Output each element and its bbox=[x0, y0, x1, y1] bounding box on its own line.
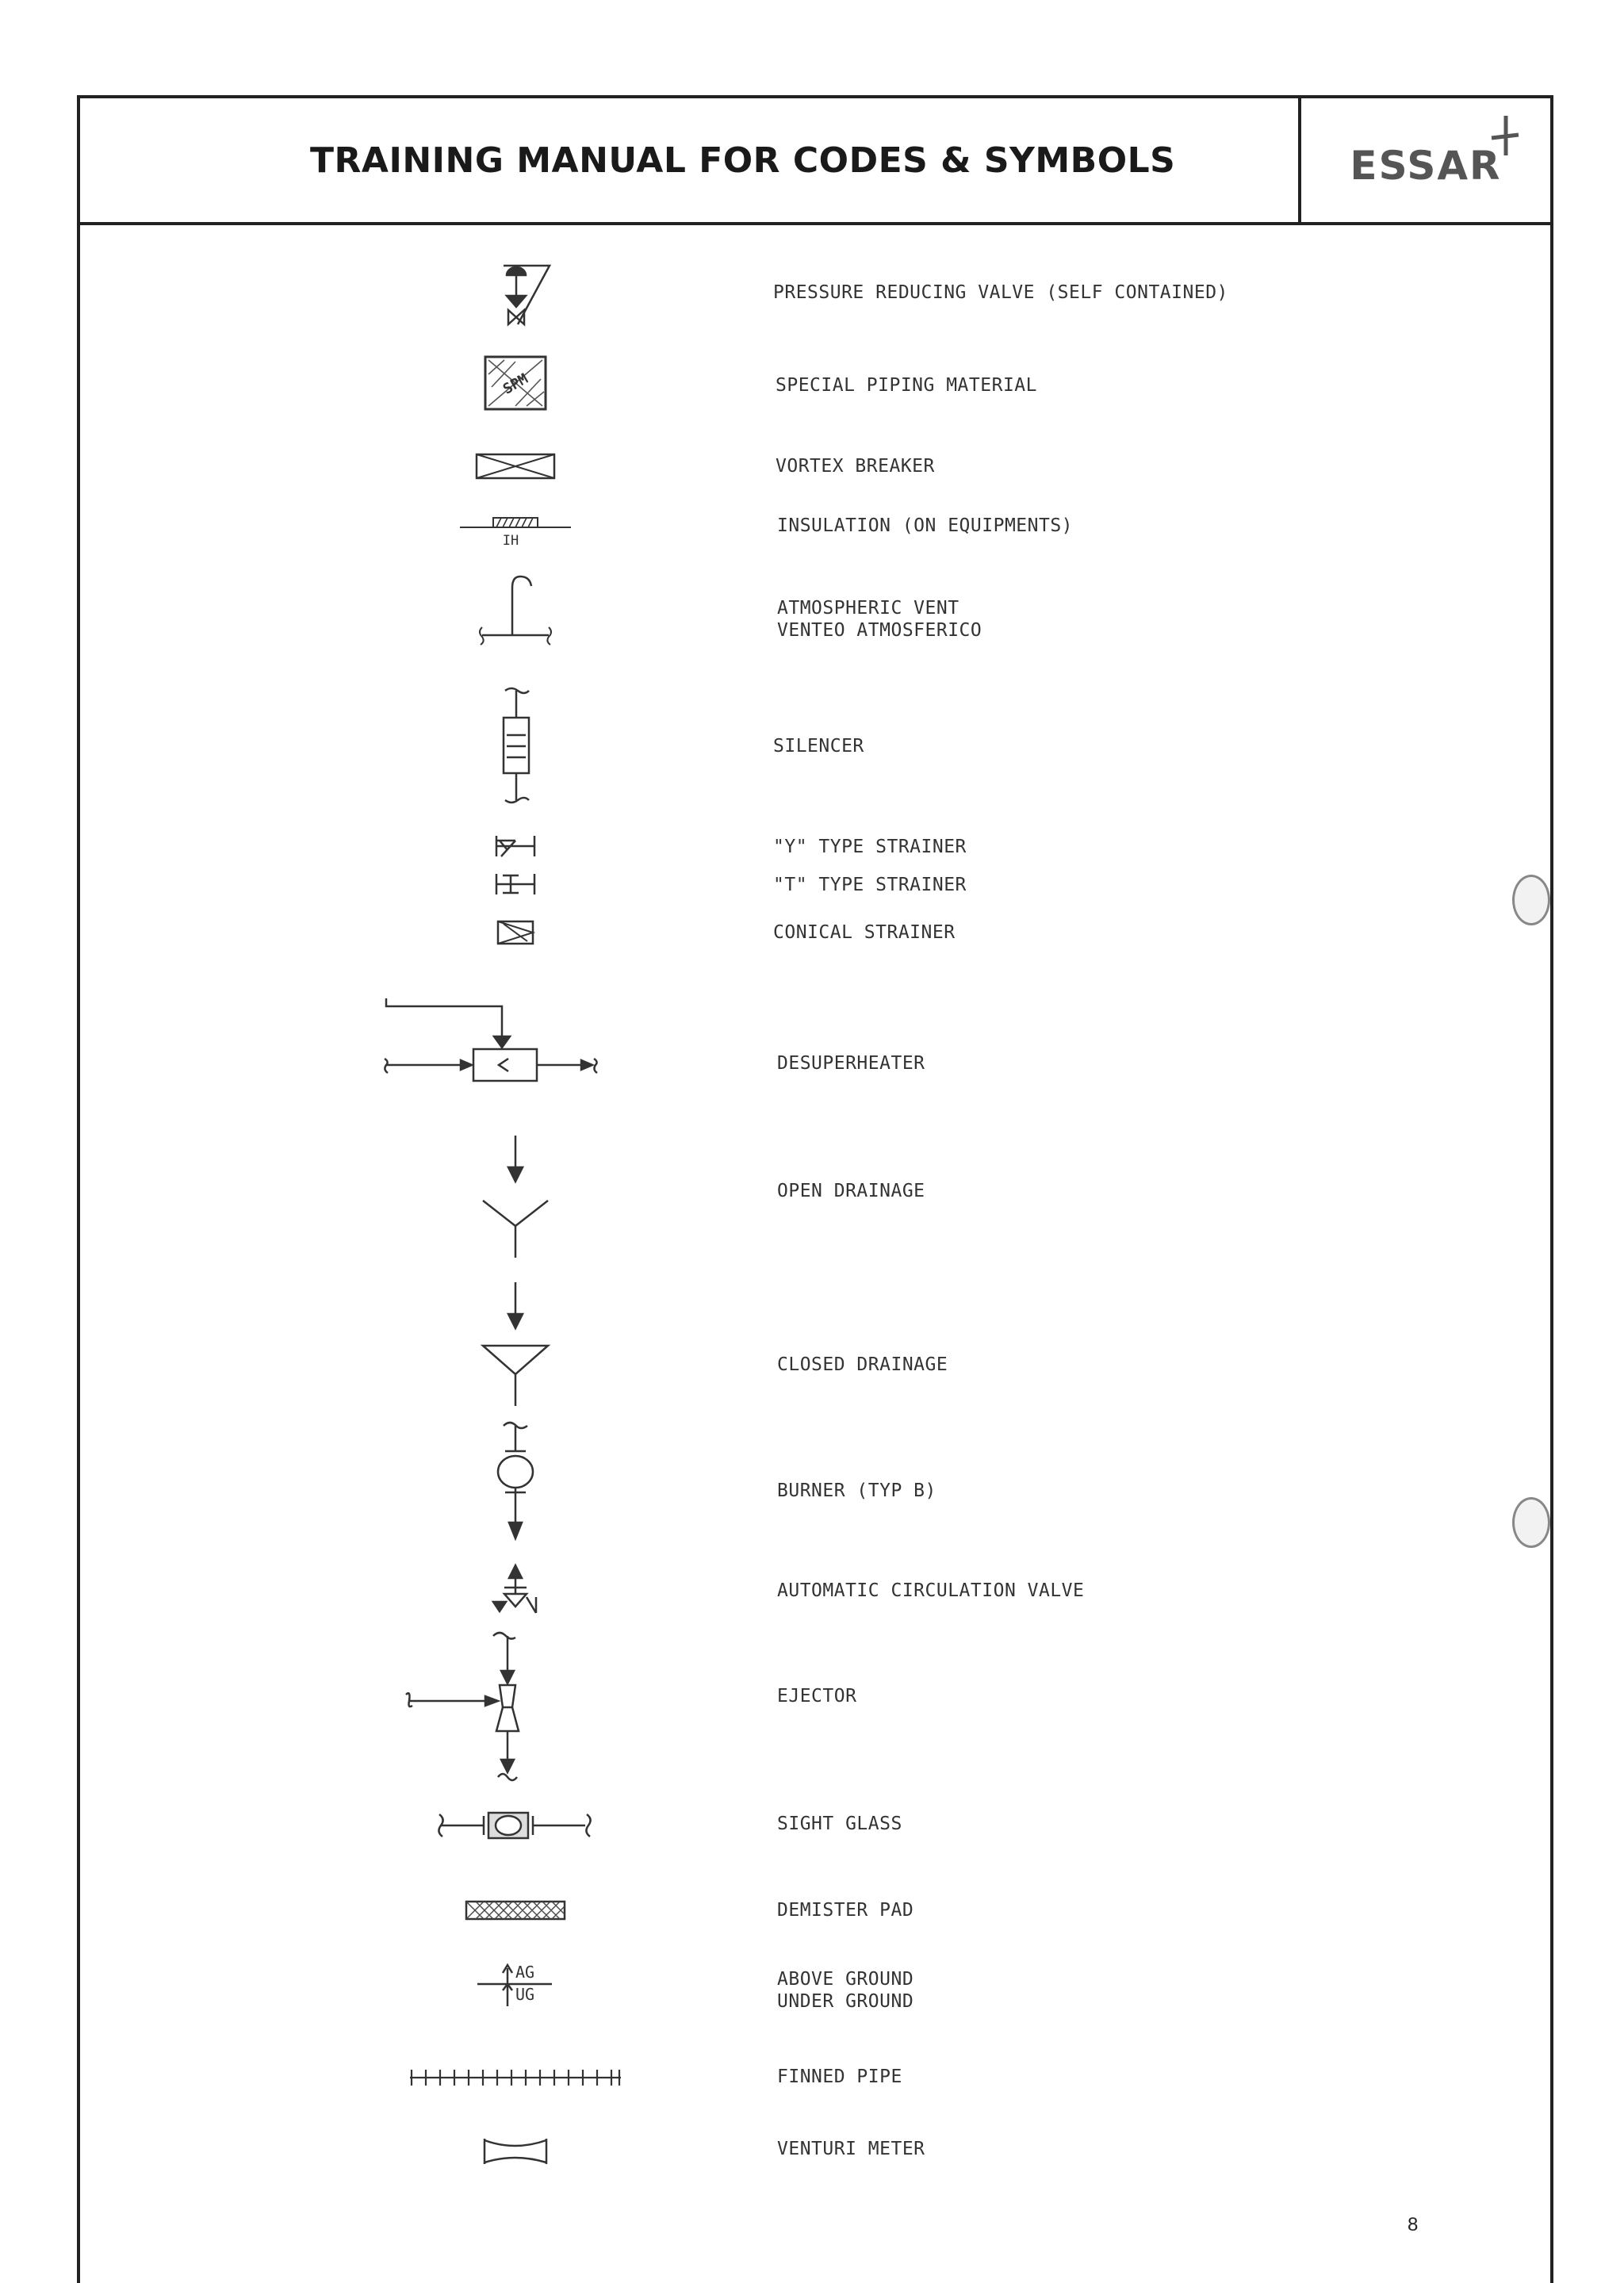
symbol-label: "T" TYPE STRAINER bbox=[773, 875, 967, 895]
automatic-circulation-valve-icon bbox=[490, 1562, 541, 1615]
ug-text: UG bbox=[515, 1985, 535, 2004]
symbol-label: CONICAL STRAINER bbox=[773, 922, 956, 943]
venturi-meter-icon bbox=[481, 2136, 550, 2167]
symbol-label: VORTEX BREAKER bbox=[776, 456, 935, 477]
pressure-reducing-valve-icon bbox=[472, 258, 559, 329]
finned-pipe-icon bbox=[408, 2068, 622, 2087]
symbol-label: SPECIAL PIPING MATERIAL bbox=[776, 375, 1037, 396]
symbol-label: FINNED PIPE bbox=[777, 2067, 902, 2087]
symbol-label: INSULATION (ON EQUIPMENTS) bbox=[777, 515, 1074, 536]
y-strainer-icon bbox=[492, 833, 539, 861]
symbol-label: AUTOMATIC CIRCULATION VALVE bbox=[777, 1580, 1085, 1601]
symbol-label: ABOVE GROUND bbox=[777, 1969, 914, 1990]
demister-pad-icon bbox=[465, 1900, 566, 1921]
page-number: 8 bbox=[1408, 2214, 1419, 2235]
symbol-label: ATMOSPHERIC VENT bbox=[777, 598, 959, 619]
desuperheater-icon bbox=[385, 995, 607, 1090]
symbol-label: VENTURI METER bbox=[777, 2139, 925, 2159]
silencer-icon bbox=[488, 686, 543, 805]
punch-hole bbox=[1512, 1497, 1550, 1548]
sight-glass-icon bbox=[436, 1806, 595, 1843]
symbol-label-secondary: UNDER GROUND bbox=[777, 1991, 914, 2012]
special-piping-material-icon bbox=[484, 355, 547, 412]
ag-text: AG bbox=[515, 1963, 535, 1982]
conical-strainer-icon bbox=[496, 919, 535, 946]
vortex-breaker-icon bbox=[475, 453, 556, 480]
essar-logo bbox=[1298, 98, 1550, 222]
atmospheric-vent-icon bbox=[476, 575, 555, 650]
open-drainage-icon bbox=[480, 1134, 551, 1261]
symbol-label: SIGHT GLASS bbox=[777, 1814, 902, 1834]
symbol-label: OPEN DRAINAGE bbox=[777, 1181, 925, 1201]
t-strainer-icon bbox=[492, 871, 539, 899]
above-under-ground-icon bbox=[476, 1959, 555, 2011]
symbol-label: BURNER (TYP B) bbox=[777, 1481, 936, 1501]
symbol-label: EJECTOR bbox=[777, 1686, 857, 1707]
spm-text: SPM bbox=[500, 370, 531, 398]
page-title: TRAINING MANUAL FOR CODES & SYMBOLS bbox=[310, 140, 1176, 181]
symbol-label: DEMISTER PAD bbox=[777, 1900, 914, 1921]
ejector-icon bbox=[404, 1630, 531, 1784]
burner-icon bbox=[488, 1419, 543, 1546]
symbol-label: CLOSED DRAINAGE bbox=[777, 1354, 948, 1375]
page-header bbox=[77, 95, 1553, 225]
insulation-icon bbox=[460, 511, 571, 551]
symbol-label: PRESSURE REDUCING VALVE (SELF CONTAINED) bbox=[773, 282, 1228, 303]
symbol-label-secondary: VENTEO ATMOSFERICO bbox=[777, 620, 982, 641]
symbol-label: "Y" TYPE STRAINER bbox=[773, 837, 967, 857]
symbol-label: DESUPERHEATER bbox=[777, 1053, 925, 1074]
plus-icon bbox=[1488, 114, 1520, 162]
logo-text: ESSAR bbox=[1350, 143, 1502, 189]
symbol-label: SILENCER bbox=[773, 736, 864, 757]
closed-drainage-icon bbox=[480, 1281, 551, 1408]
ih-text: IH bbox=[502, 533, 519, 549]
punch-hole bbox=[1512, 875, 1550, 925]
